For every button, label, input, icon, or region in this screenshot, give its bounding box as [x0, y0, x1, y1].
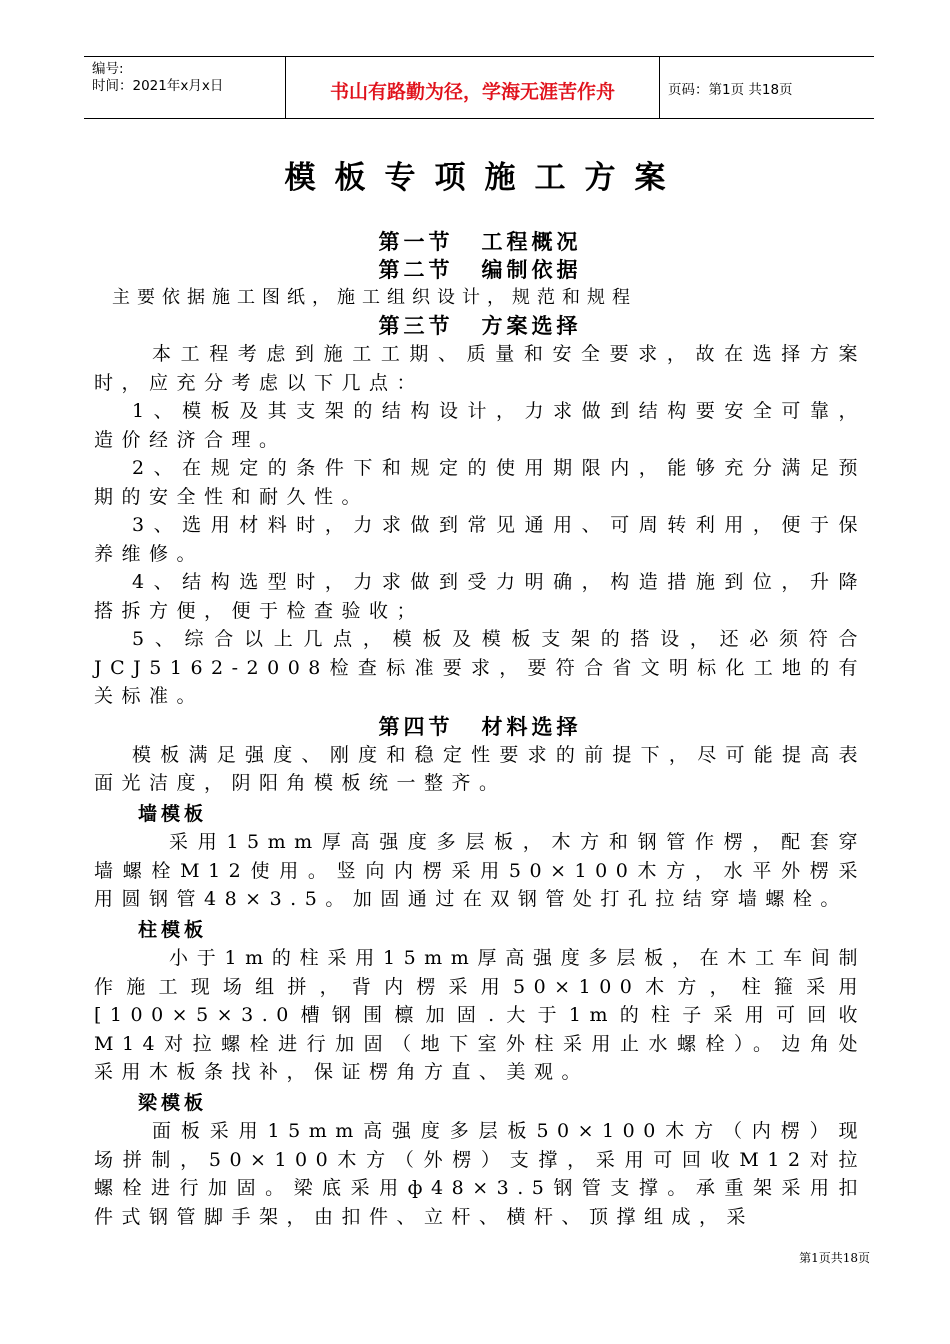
section-number: 第一节: [378, 229, 454, 254]
section-heading: [94, 228, 866, 256]
page-header: [84, 56, 874, 119]
document-body: [94, 228, 866, 1231]
paragraph: 主要依据施工图纸，施工组织设计，规范和规程: [112, 287, 637, 308]
list-item: 1、模板及其支架的结构设计，力求做到结构要安全可靠，造价经济合理。: [94, 400, 866, 451]
paragraph: 模板满足强度、刚度和稳定性要求的前提下，尽可能提高表面光洁度，阴阳角模板统一整齐。: [94, 743, 866, 794]
section-number: 第三节: [378, 313, 454, 338]
paragraph: 本工程考虑到施工工期、质量和安全要求，故在选择方案时，应充分考虑以下几点：: [94, 343, 866, 394]
subsection-title: 墙模板: [138, 802, 208, 825]
paragraph: 面板采用15mm高强度多层板50×100木方（内楞）现场拼制，50×100木方（外楞）支撑，采用可回收M12对拉螺栓进行加固。梁底采用ф48×3.5钢管支撑。承重架采用扣件式钢管脚手架，由扣件、立杆、横杆、顶撑组成，采: [94, 1120, 866, 1228]
document-title: 模板专项施工方案: [284, 160, 685, 196]
section-name: 方案选择: [481, 313, 582, 338]
header-page-label: 页码：第1页 共18页: [668, 82, 793, 98]
section-name: 工程概况: [481, 229, 582, 254]
section-name: 材料选择: [481, 713, 582, 739]
header-meta: [92, 61, 223, 95]
section-heading: [94, 713, 866, 741]
list-item: 4、结构选型时，力求做到受力明确，构造措施到位，升降搭拆方便，便于检查验收；: [94, 571, 866, 622]
list-item: 5、综合以上几点，模板及模板支架的搭设，还必须符合JCJ5162-2008检查标准要求，要符合省文明标化工地的有关标准。: [94, 628, 866, 707]
section-name: 编制依据: [481, 257, 582, 282]
subsection-title: 梁模板: [138, 1091, 208, 1114]
page-footer: 第1页共18页: [799, 1251, 870, 1265]
paragraph: 小于1m的柱采用15mm厚高强度多层板，在木工车间制作施工现场组拼，背内楞采用50×100木方，柱箍采用[100×5×3.0槽钢围檩加固.大于1m的柱子采用可回收M14对拉螺栓进行加固（地下室外柱采用止水螺栓）。边角处采用木板条找补，保证楞角方直、美观。: [94, 947, 866, 1083]
list-item: 2、在规定的条件下和规定的使用期限内，能够充分满足预期的安全性和耐久性。: [94, 457, 866, 508]
time-label: 时间：2021年x月x日: [92, 78, 224, 94]
paragraph: 采用15mm厚高强度多层板，木方和钢管作楞，配套穿墙螺栓M12使用。竖向内楞采用50×100木方，水平外楞采用圆钢管48×3.5。加固通过在双钢管处打孔拉结穿墙螺栓。: [94, 831, 866, 910]
section-heading: [94, 256, 866, 284]
section-number: 第二节: [378, 257, 454, 282]
header-motto: 书山有路勤为径，学海无涯苦作舟: [329, 81, 615, 103]
section-heading: [94, 312, 866, 340]
header-divider: [659, 57, 660, 118]
serial-label: 编号:: [92, 61, 124, 77]
list-item: 3、选用材料时，力求做到常见通用、可周转利用，便于保养维修。: [94, 514, 866, 565]
section-number: 第四节: [378, 713, 454, 739]
subsection-title: 柱模板: [138, 918, 208, 941]
